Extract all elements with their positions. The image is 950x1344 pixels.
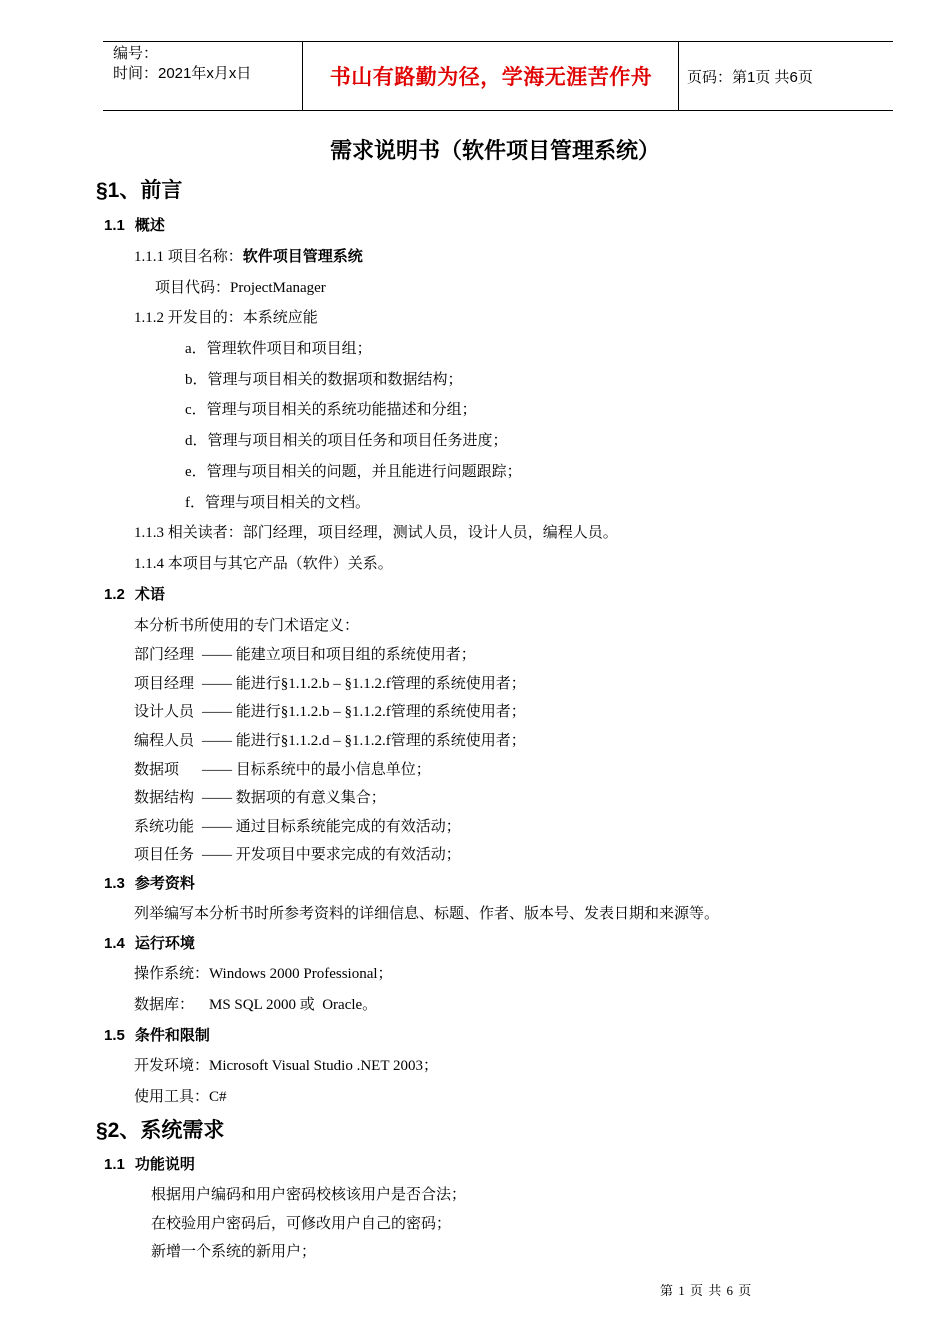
subsection-title: 条件和限制 xyxy=(134,1027,210,1044)
function-item: 根据用户编码和用户密码校核该用户是否合法； xyxy=(151,1187,467,1203)
subsection-number: 1.1 xyxy=(104,1156,125,1173)
term-name: 数据项 xyxy=(134,762,180,778)
purpose-item-a: a．管理软件项目和项目组； xyxy=(185,341,372,357)
subsection-number: 1.5 xyxy=(104,1027,125,1044)
header-page-info: 页码：第1页 共6页 xyxy=(687,68,813,86)
term-row xyxy=(134,645,476,665)
term-name: 编程人员 xyxy=(134,733,195,749)
purpose-item-f: f．管理与项目相关的文档。 xyxy=(185,495,370,511)
page-footer: 第 1 页 共 6 页 xyxy=(660,1283,753,1298)
subsection-1-1-heading xyxy=(104,216,165,236)
purpose-item-b: b．管理与项目相关的数据项和数据结构； xyxy=(185,372,463,388)
subsection-title: 概述 xyxy=(134,217,165,234)
references-text: 列举编写本分析书时所参考资料的详细信息、标题、作者、版本号、发表日期和来源等。 xyxy=(134,906,720,922)
purpose-item-e: e．管理与项目相关的问题，并且能进行问题跟踪； xyxy=(185,464,522,480)
subsection-1-2-heading xyxy=(104,585,165,605)
project-name-value: 软件项目管理系统 xyxy=(242,248,363,265)
term-name: 设计人员 xyxy=(134,704,195,720)
term-row xyxy=(134,817,461,837)
subsection-title: 术语 xyxy=(134,586,165,603)
subsection-number: 1.2 xyxy=(104,586,125,603)
function-item: 在校验用户密码后，可修改用户自己的密码； xyxy=(151,1216,452,1232)
readers-line: 1.1.3 相关读者：部门经理，项目经理，测试人员，设计人员，编程人员。 xyxy=(134,525,618,541)
term-definition: —— 能进行§1.1.2.b – §1.1.2.f管理的系统使用者； xyxy=(202,676,526,692)
page-header-table xyxy=(103,41,893,111)
term-definition: —— 数据项的有意义集合； xyxy=(202,790,386,806)
document-number-label: 编号： xyxy=(113,45,159,62)
document-title: 需求说明书（软件项目管理系统） xyxy=(329,138,660,163)
subsection-title: 功能说明 xyxy=(134,1156,195,1173)
subsection-number: 1.3 xyxy=(104,875,125,892)
subsection-number: 1.1 xyxy=(104,217,125,234)
project-code-line: 项目代码：ProjectManager xyxy=(155,280,326,296)
project-name-label: 1.1.1 项目名称： xyxy=(134,249,243,265)
term-definition: —— 开发项目中要求完成的有效活动； xyxy=(202,847,461,863)
dev-env-line: 开发环境：Microsoft Visual Studio .NET 2003； xyxy=(134,1058,438,1074)
dev-purpose-line: 1.1.2 开发目的：本系统应能 xyxy=(134,310,318,326)
database-line: 数据库： MS SQL 2000 或 Oracle。 xyxy=(134,997,378,1013)
term-name: 部门经理 xyxy=(134,647,195,663)
os-line: 操作系统：Windows 2000 Professional； xyxy=(134,966,393,982)
term-definition: —— 目标系统中的最小信息单位； xyxy=(202,762,431,778)
term-name: 项目经理 xyxy=(134,676,195,692)
header-motto: 书山有路勤为径，学海无涯苦作舟 xyxy=(329,66,653,89)
purpose-item-d: d．管理与项目相关的项目任务和项目任务进度； xyxy=(185,433,508,449)
term-row xyxy=(134,845,461,865)
subsection-1-5-heading xyxy=(104,1026,210,1046)
term-definition: —— 能进行§1.1.2.d – §1.1.2.f管理的系统使用者； xyxy=(202,733,526,749)
subsection-2-1-heading xyxy=(104,1155,195,1175)
subsection-title: 运行环境 xyxy=(134,935,195,952)
purpose-item-c: c．管理与项目相关的系统功能描述和分组； xyxy=(185,402,477,418)
header-motto-cell xyxy=(304,42,679,110)
term-name: 项目任务 xyxy=(134,847,195,863)
section2-heading: §2、系统需求 xyxy=(96,1119,225,1142)
terms-intro: 本分析书所使用的专门术语定义： xyxy=(134,618,360,634)
term-definition: —— 能进行§1.1.2.b – §1.1.2.f管理的系统使用者； xyxy=(202,704,526,720)
term-row xyxy=(134,760,431,780)
header-info-cell xyxy=(103,42,303,110)
project-name-line xyxy=(134,247,363,267)
tools-line: 使用工具：C# xyxy=(134,1089,227,1105)
term-name: 数据结构 xyxy=(134,790,195,806)
term-row xyxy=(134,788,386,808)
relation-line: 1.1.4 本项目与其它产品（软件）关系。 xyxy=(134,556,393,572)
subsection-title: 参考资料 xyxy=(134,875,195,892)
subsection-number: 1.4 xyxy=(104,935,125,952)
term-name: 系统功能 xyxy=(134,819,195,835)
subsection-1-3-heading xyxy=(104,874,195,894)
term-definition: —— 能建立项目和项目组的系统使用者； xyxy=(202,647,476,663)
section1-heading: §1、前言 xyxy=(96,179,183,202)
term-row xyxy=(134,731,526,751)
function-item: 新增一个系统的新用户； xyxy=(151,1244,317,1260)
term-definition: —— 通过目标系统能完成的有效活动； xyxy=(202,819,461,835)
subsection-1-4-heading xyxy=(104,934,195,954)
term-row xyxy=(134,674,526,694)
term-row xyxy=(134,702,526,722)
document-time-label: 时间：2021年x月x日 xyxy=(113,65,252,82)
